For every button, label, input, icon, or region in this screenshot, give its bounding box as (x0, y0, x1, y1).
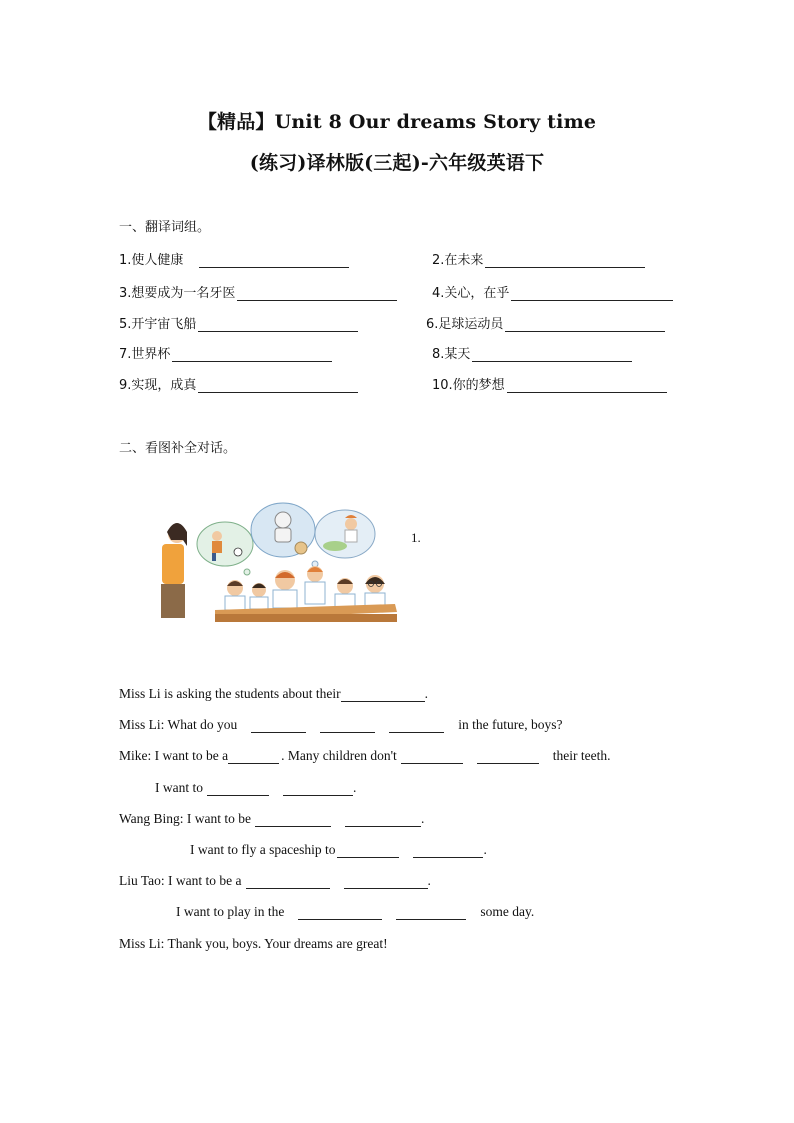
translate-item-7 (119, 343, 332, 362)
answer-blank[interactable] (198, 317, 358, 332)
translate-item-5 (119, 313, 358, 332)
dialogue-line-7 (119, 873, 431, 889)
translate-item-9 (119, 374, 358, 393)
answer-blank[interactable] (228, 749, 279, 764)
answer-blank[interactable] (505, 317, 665, 332)
dialogue-text: Mike: I want to be a (119, 748, 229, 763)
dialogue-text: . (421, 811, 425, 826)
dialogue-text: . (427, 873, 431, 888)
dialogue-text: I want to fly a spaceship to (190, 842, 336, 857)
dialogue-line-9 (119, 936, 388, 952)
dialogue-line-2 (119, 717, 563, 733)
answer-blank[interactable] (389, 718, 444, 733)
dialogue-line-5 (119, 811, 424, 827)
answer-blank[interactable] (298, 905, 382, 920)
dialogue-line-8 (176, 904, 534, 920)
answer-blank[interactable] (337, 843, 399, 858)
item-label: 6.足球运动员 (426, 317, 504, 332)
dialogue-text: Miss Li: Thank you, boys. Your dreams are great! (119, 936, 388, 951)
dialogue-line-3 (119, 748, 611, 764)
answer-blank[interactable] (199, 253, 349, 268)
page-subtitle: (练习)译林版(三起)-六年级英语下 (249, 152, 545, 174)
item-label: 1.使人健康 (119, 253, 184, 268)
translate-item-3 (119, 282, 397, 301)
answer-blank[interactable] (320, 718, 375, 733)
dialogue-text: . (483, 842, 487, 857)
answer-blank[interactable] (246, 874, 330, 889)
dialogue-text: . Many children don't (281, 748, 397, 763)
page-title: 【精品】Unit 8 Our dreams Story time (197, 111, 597, 133)
dialogue-text: . (353, 780, 357, 795)
dialogue-text: I want to play in the (176, 904, 285, 919)
item-label: 4.关心，在乎 (432, 286, 510, 301)
answer-blank[interactable] (511, 286, 673, 301)
answer-blank[interactable] (401, 749, 463, 764)
item-label: 5.开宇宙飞船 (119, 317, 197, 332)
answer-blank[interactable] (341, 687, 425, 702)
translate-item-8 (432, 343, 632, 362)
answer-blank[interactable] (472, 347, 632, 362)
section2-heading: 二、看图补全对话。 (119, 441, 237, 456)
dialogue-text: Miss Li: What do you (119, 717, 238, 732)
item-label: 7.世界杯 (119, 347, 171, 362)
answer-blank[interactable] (413, 843, 483, 858)
item-label: 9.实现，成真 (119, 378, 197, 393)
dialogue-text: Liu Tao: I want to be a (119, 873, 242, 888)
dialogue-text: Wang Bing: I want to be (119, 811, 252, 826)
item-label: 8.某天 (432, 347, 471, 362)
item-label: 2.在未来 (432, 253, 484, 268)
dialogue-line-4 (155, 780, 356, 796)
dialogue-text: I want to (155, 780, 203, 795)
answer-blank[interactable] (251, 718, 306, 733)
translate-item-1 (119, 249, 349, 268)
answer-blank[interactable] (283, 781, 353, 796)
dialogue-text: . (424, 686, 428, 701)
item-label: 3.想要成为一名牙医 (119, 286, 236, 301)
translate-item-6 (426, 313, 665, 332)
answer-blank[interactable] (207, 781, 269, 796)
answer-blank[interactable] (172, 347, 332, 362)
answer-blank[interactable] (345, 812, 421, 827)
answer-blank[interactable] (255, 812, 331, 827)
answer-blank[interactable] (396, 905, 466, 920)
dialogue-line-1 (119, 686, 428, 702)
dialogue-line-6 (190, 842, 487, 858)
section1-heading: 一、翻译词组。 (119, 220, 211, 235)
dialogue-text: their teeth. (552, 748, 611, 763)
translate-item-2 (432, 249, 645, 268)
translate-item-4 (432, 282, 673, 301)
dialogue-text: Miss Li is asking the students about their (119, 686, 341, 701)
translate-item-10 (432, 374, 667, 393)
answer-blank[interactable] (477, 749, 539, 764)
answer-blank[interactable] (485, 253, 645, 268)
classroom-illustration (155, 500, 400, 624)
answer-blank[interactable] (344, 874, 428, 889)
answer-blank[interactable] (198, 378, 358, 393)
answer-blank[interactable] (507, 378, 667, 393)
dialogue-text: in the future, boys? (458, 717, 563, 732)
answer-blank[interactable] (237, 286, 397, 301)
question-number: 1. (411, 530, 421, 545)
item-label: 10.你的梦想 (432, 378, 505, 393)
dialogue-text: some day. (480, 904, 535, 919)
